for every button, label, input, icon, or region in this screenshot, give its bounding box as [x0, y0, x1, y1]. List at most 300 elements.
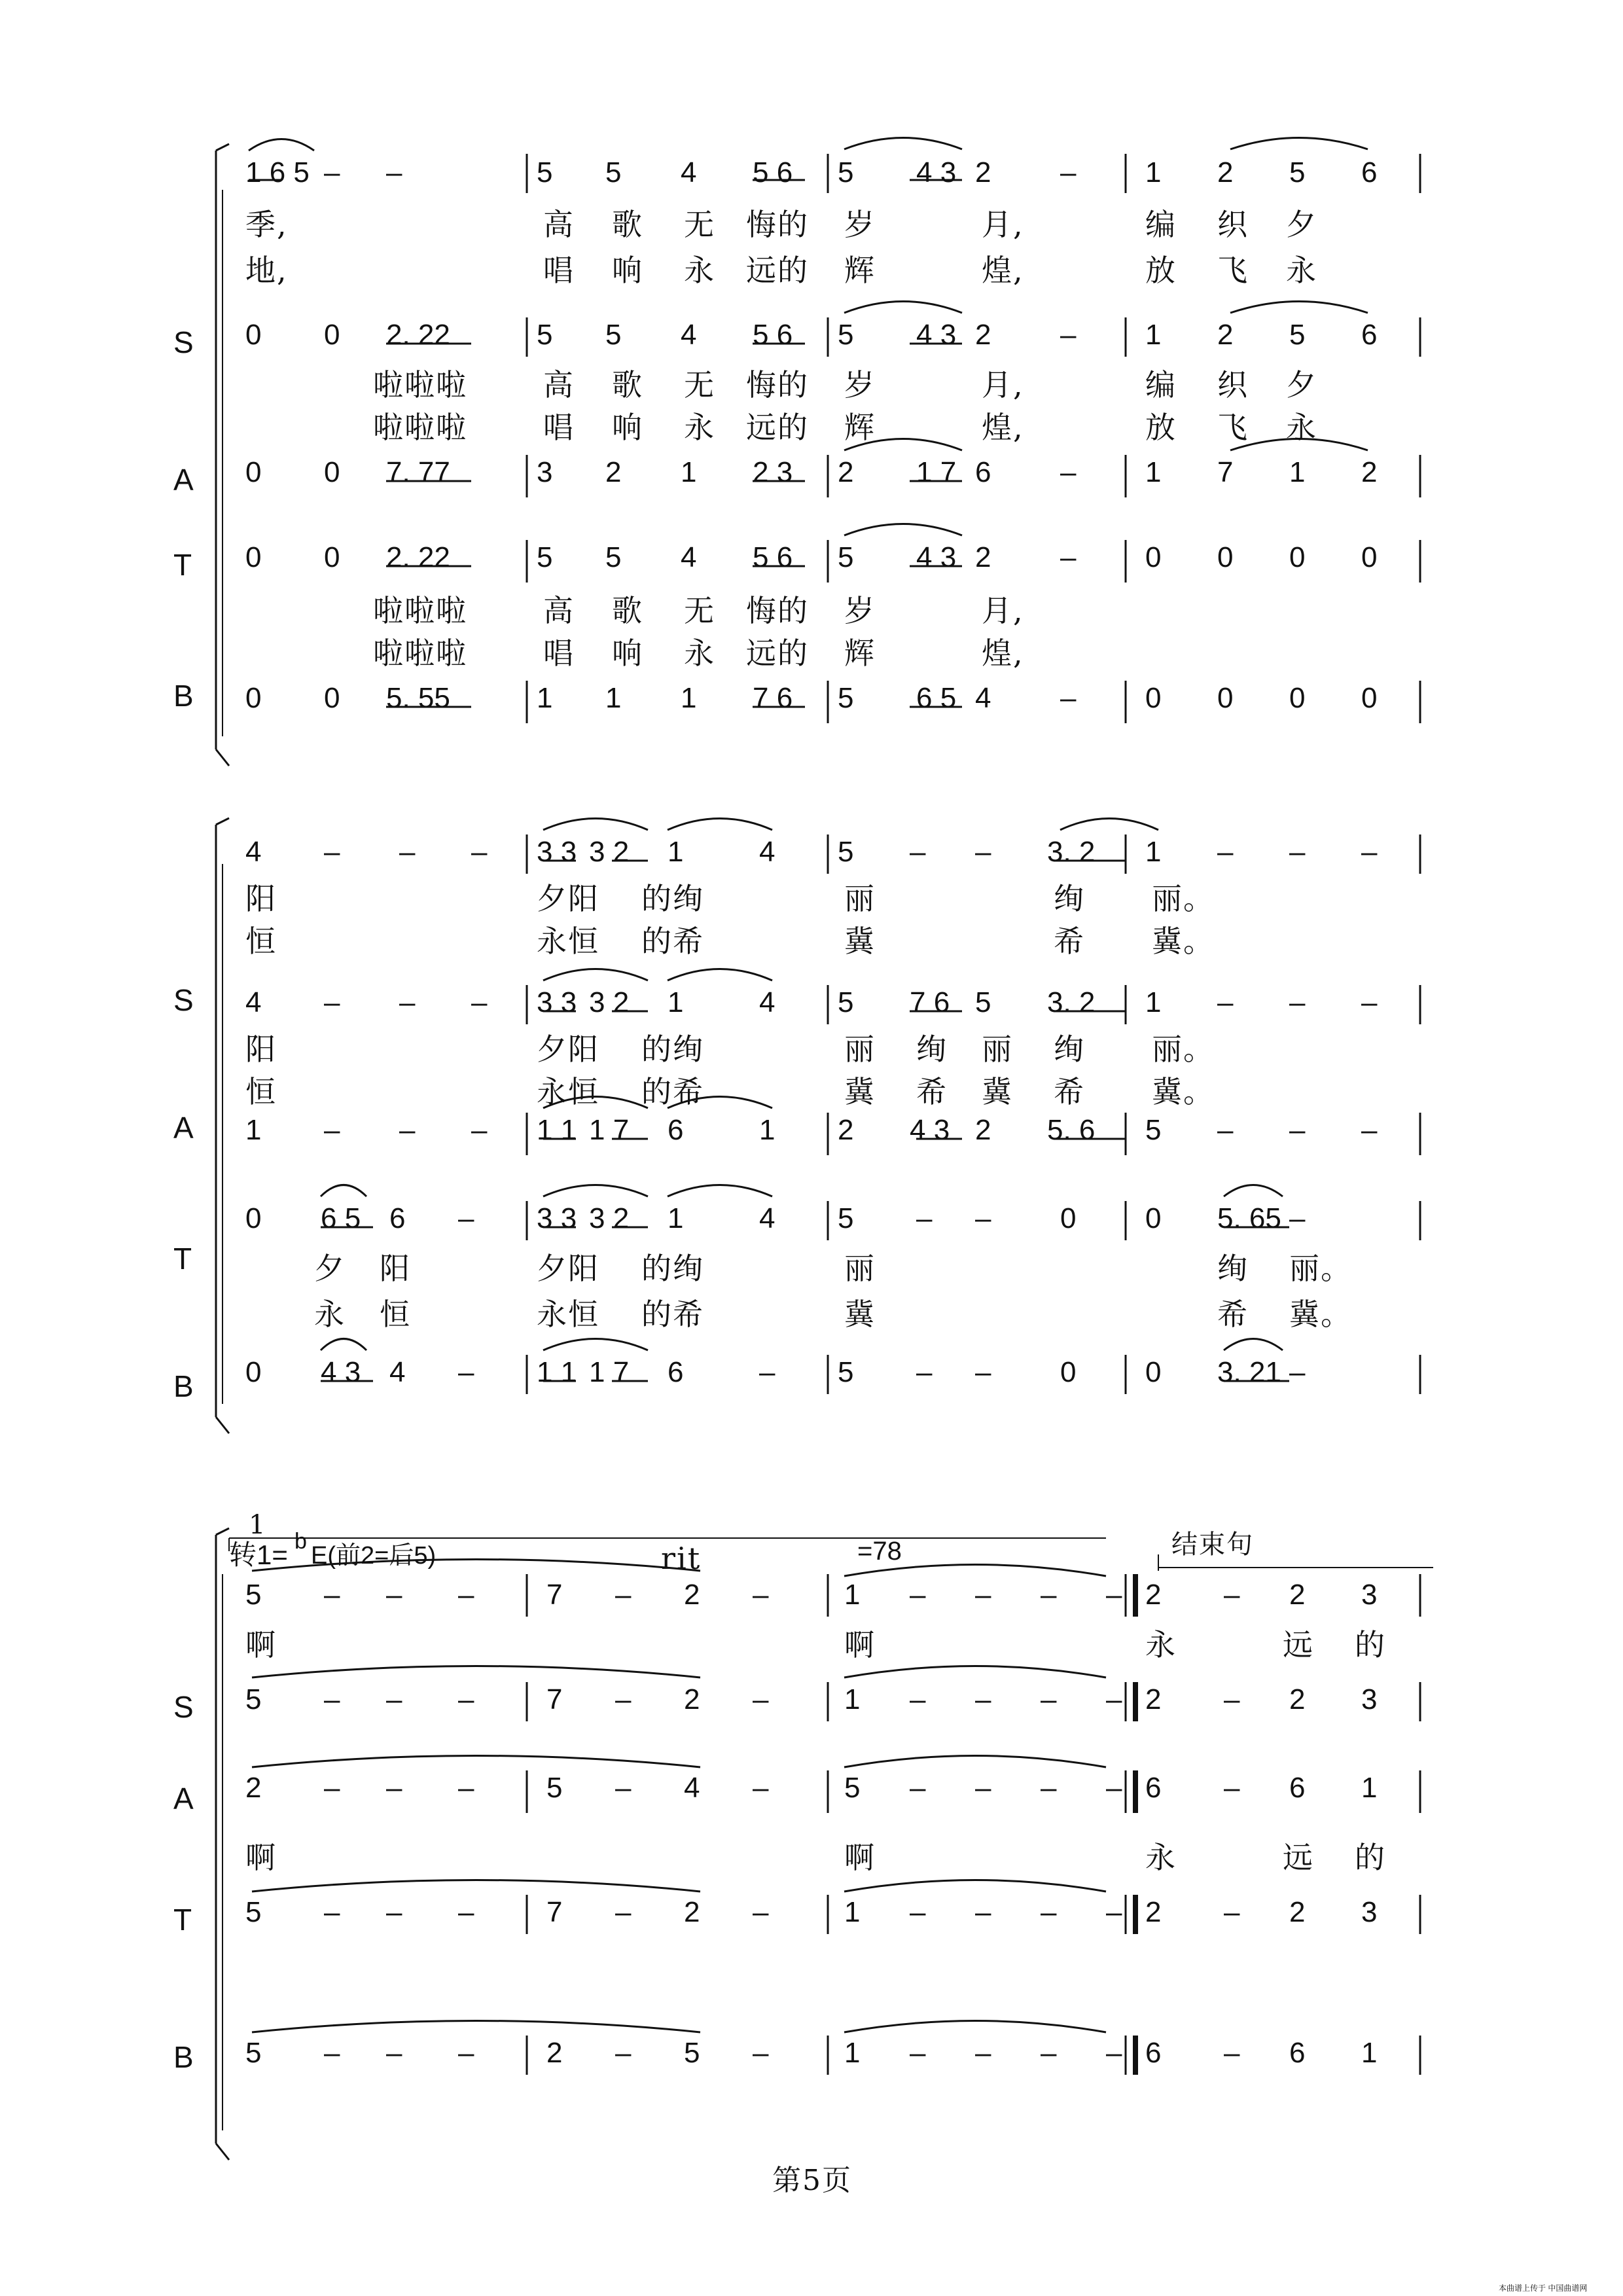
lyric-s3-alto: 啊: [245, 1840, 277, 1875]
slur: [844, 1565, 1106, 1577]
lyric-s2-t_v1: 绚: [1217, 1251, 1249, 1286]
lyric-s1-top_v2: 唱: [543, 253, 575, 288]
note-s1-s: 0: [324, 319, 340, 351]
lyric-s1-top_v2: 永: [684, 253, 715, 288]
note-s3-a: 6: [1145, 1772, 1162, 1804]
note-s2-s: 3. 2: [1047, 986, 1096, 1018]
lyric-s2-top_v2: 希: [1054, 924, 1085, 959]
lyric-s1-s_v2: 放: [1145, 410, 1177, 445]
note-s1-t: 0: [1217, 541, 1234, 573]
voice-label-s: S: [173, 325, 194, 359]
note-s3-t: 3: [1361, 1896, 1378, 1928]
lyric-s2-top_v1: 丽: [844, 881, 876, 916]
lyric-s1-t_v2: 啦啦啦: [373, 636, 467, 671]
note-s2-s: –: [1217, 986, 1234, 1018]
lyric-s1-top_v1: 歌: [612, 207, 643, 242]
bracket-hook: [216, 1417, 229, 1433]
note-s3-a: 5: [844, 1772, 861, 1804]
lyric-s2-s_v1: 绚: [916, 1031, 948, 1067]
lyric-s3-alto: 啊: [844, 1840, 876, 1875]
lyric-s3-top: 永: [1145, 1627, 1177, 1662]
note-s1-t: 2. 22: [386, 541, 450, 573]
lyric-s1-s_v2: 唱: [543, 410, 575, 445]
note-s2-t: 6: [389, 1202, 406, 1234]
note-s3-top: –: [753, 1579, 769, 1611]
volta-number: 1: [249, 1510, 267, 1540]
lyric-s2-top_v1: 的绚: [641, 881, 704, 916]
note-s3-s: 7: [546, 1683, 563, 1715]
note-s1-top: 1: [1145, 156, 1162, 188]
slur: [252, 1756, 700, 1768]
note-s2-t: 0: [1060, 1202, 1077, 1234]
note-s1-a: 2: [605, 456, 622, 488]
note-s3-b: –: [458, 2037, 474, 2069]
note-s3-a: 4: [684, 1772, 700, 1804]
note-s3-top: 2: [1289, 1579, 1306, 1611]
slur: [844, 524, 962, 536]
note-s3-a: 6: [1289, 1772, 1306, 1804]
note-s3-s: –: [458, 1683, 474, 1715]
lyric-s2-t_v1: 丽: [844, 1251, 876, 1286]
note-s1-t: 0: [324, 541, 340, 573]
note-s2-a: –: [1217, 1114, 1234, 1146]
note-s2-b: 5: [838, 1356, 854, 1388]
note-s2-a: –: [1289, 1114, 1306, 1146]
note-s1-a: 3: [537, 456, 553, 488]
slur: [321, 1339, 366, 1351]
note-s2-b: 0: [1145, 1356, 1162, 1388]
note-s2-t: 5: [838, 1202, 854, 1234]
voice-label-t: T: [173, 1242, 192, 1276]
note-s3-b: 6: [1145, 2037, 1162, 2069]
lyric-s2-top_v1: 夕阳: [537, 881, 599, 916]
voice-label-b: B: [173, 1369, 194, 1403]
slur: [1060, 819, 1158, 831]
lyric-s1-s_v2: 飞: [1217, 410, 1249, 445]
lyric-s1-top_v1: 织: [1217, 207, 1249, 242]
note-s3-a: –: [615, 1772, 632, 1804]
lyric-s2-top_v1: 阳: [245, 881, 277, 916]
note-s1-b: 0: [1361, 682, 1378, 714]
lyric-s1-s_v1: 歌: [612, 367, 643, 403]
note-s3-s: 2: [1145, 1683, 1162, 1715]
note-s2-b: 0: [245, 1356, 262, 1388]
note-s1-a: 1: [1289, 456, 1306, 488]
lyric-s1-top_v1: 高: [543, 207, 575, 242]
slur: [321, 1185, 366, 1197]
note-s1-t: –: [1060, 541, 1077, 573]
lyric-s1-top_v2: 响: [612, 253, 643, 288]
lyric-s3-top: 远: [1283, 1627, 1314, 1662]
lyric-s1-top_v1: 月,: [982, 207, 1024, 242]
voice-label-b: B: [173, 2040, 194, 2074]
note-s1-a: –: [1060, 456, 1077, 488]
note-s2-t: –: [458, 1202, 474, 1234]
note-s3-top: –: [910, 1579, 926, 1611]
lyric-s3-top: 啊: [245, 1627, 277, 1662]
bracket-hook: [216, 1528, 229, 1535]
note-s1-t: 5: [537, 541, 553, 573]
note-s2-top: 5: [838, 836, 854, 868]
note-s1-top: 5: [838, 156, 854, 188]
lyric-s1-t_v1: 啦啦啦: [373, 593, 467, 628]
note-s3-b: –: [615, 2037, 632, 2069]
note-s1-a: 1 7: [916, 456, 957, 488]
note-s3-t: 5: [245, 1896, 262, 1928]
lyric-s1-s_v1: 啦啦啦: [373, 367, 467, 403]
slur: [844, 302, 962, 314]
voice-label-s: S: [173, 983, 194, 1017]
lyric-s1-top_v2: 辉: [844, 253, 876, 288]
note-s3-s: 2: [684, 1683, 700, 1715]
note-s3-a: 1: [1361, 1772, 1378, 1804]
note-s1-top: 2: [1217, 156, 1234, 188]
note-s2-b: –: [975, 1356, 991, 1388]
note-s3-top: 5: [245, 1579, 262, 1611]
note-s3-t: 2: [1145, 1896, 1162, 1928]
voice-label-t: T: [173, 1903, 192, 1937]
note-s3-s: –: [324, 1683, 340, 1715]
note-s1-top: 6: [1361, 156, 1378, 188]
note-s1-a: 7: [1217, 456, 1234, 488]
lyric-s1-top_v1: 悔的: [746, 207, 809, 242]
note-s3-b: –: [324, 2037, 340, 2069]
note-s1-top: 4 3: [916, 156, 957, 188]
note-s2-a: 2: [975, 1114, 991, 1146]
note-s2-top: 4: [759, 836, 776, 868]
note-s2-t: –: [916, 1202, 933, 1234]
lyric-s1-t_v2: 煌,: [982, 636, 1024, 671]
note-s3-a: –: [1224, 1772, 1240, 1804]
lyric-s1-s_v1: 悔的: [746, 367, 809, 403]
voice-label-a: A: [173, 463, 194, 497]
lyric-s2-s_v2: 希: [916, 1074, 948, 1109]
note-s1-t: 5 6: [753, 541, 793, 573]
note-s2-a: 1 7: [589, 1114, 630, 1146]
note-s2-s: 7 6: [910, 986, 950, 1018]
note-s2-b: 1 7: [589, 1356, 630, 1388]
voice-label-s: S: [173, 1690, 194, 1724]
note-s1-s: 5: [1289, 319, 1306, 351]
note-s2-s: 5: [975, 986, 991, 1018]
note-s3-b: 5: [684, 2037, 700, 2069]
lyric-s1-top_v1: 岁: [844, 207, 876, 242]
note-s2-top: –: [1361, 836, 1378, 868]
note-s2-a: –: [399, 1114, 416, 1146]
note-s1-b: 1: [605, 682, 622, 714]
note-s2-t: 1: [668, 1202, 684, 1234]
note-s3-a: –: [910, 1772, 926, 1804]
lyric-s1-top_v1: 无: [684, 207, 715, 242]
note-s3-top: –: [975, 1579, 991, 1611]
note-s3-b: 6: [1289, 2037, 1306, 2069]
note-s2-top: –: [910, 836, 926, 868]
note-s2-b: 4: [389, 1356, 406, 1388]
note-s1-s: 4 3: [916, 319, 957, 351]
note-s3-t: 2: [1289, 1896, 1306, 1928]
note-s3-s: –: [753, 1683, 769, 1715]
lyric-s1-s_v2: 永: [684, 410, 715, 445]
note-s2-s: 1: [668, 986, 684, 1018]
slur: [844, 1666, 1106, 1678]
note-s3-a: 2: [245, 1772, 262, 1804]
note-s2-t: –: [975, 1202, 991, 1234]
note-s3-t: –: [1224, 1896, 1240, 1928]
note-s1-top: 5 6: [753, 156, 793, 188]
note-s2-s: –: [471, 986, 488, 1018]
note-s3-s: –: [1106, 1683, 1122, 1715]
note-s3-s: –: [910, 1683, 926, 1715]
note-s1-t: 0: [245, 541, 262, 573]
note-s2-a: 5: [1145, 1114, 1162, 1146]
note-s3-s: 3: [1361, 1683, 1378, 1715]
slur: [543, 1185, 648, 1197]
lyric-s1-top_v1: 夕: [1286, 207, 1317, 242]
slur: [668, 819, 772, 831]
note-s3-s: –: [615, 1683, 632, 1715]
lyric-s2-top_v2: 恒: [245, 924, 277, 959]
lyric-s1-t_v2: 唱: [543, 636, 575, 671]
note-s3-b: 5: [245, 2037, 262, 2069]
note-s3-a: –: [1106, 1772, 1122, 1804]
lyric-s2-s_v1: 的绚: [641, 1031, 704, 1067]
note-s3-top: 2: [1145, 1579, 1162, 1611]
note-s2-s: 4: [759, 986, 776, 1018]
note-s3-b: –: [910, 2037, 926, 2069]
note-s3-b: –: [753, 2037, 769, 2069]
lyric-s2-t_v1: 丽。: [1289, 1251, 1352, 1286]
slur: [1230, 138, 1368, 150]
lyric-s1-t_v1: 高: [543, 593, 575, 628]
note-s2-s: 3 2: [589, 986, 630, 1018]
lyric-s1-t_v2: 响: [612, 636, 643, 671]
note-s1-a: 6: [975, 456, 991, 488]
slur: [844, 138, 962, 150]
note-s2-b: –: [916, 1356, 933, 1388]
note-s1-s: 4: [681, 319, 697, 351]
note-s3-t: –: [910, 1896, 926, 1928]
note-s3-b: –: [1224, 2037, 1240, 2069]
key-change: 转1=: [229, 1539, 288, 1570]
lyric-s1-s_v1: 夕: [1286, 367, 1317, 403]
lyric-s2-s_v1: 丽: [844, 1031, 876, 1067]
lyric-s1-top_v1: 编: [1145, 207, 1177, 242]
note-s1-t: 0: [1361, 541, 1378, 573]
slur: [668, 969, 772, 981]
note-s1-b: 1: [681, 682, 697, 714]
lyric-s1-top_v1: 季,: [245, 207, 288, 242]
note-s3-a: –: [324, 1772, 340, 1804]
note-s2-t: 4: [759, 1202, 776, 1234]
note-s1-s: 5: [537, 319, 553, 351]
note-s3-top: –: [458, 1579, 474, 1611]
note-s3-a: –: [386, 1772, 402, 1804]
lyric-s2-t_v2: 的希: [641, 1297, 704, 1332]
tempo-marking: =78: [857, 1537, 902, 1566]
note-s2-top: –: [1217, 836, 1234, 868]
lyric-s1-t_v2: 永: [684, 636, 715, 671]
note-s1-b: 1: [537, 682, 553, 714]
note-s2-t: 3 3: [537, 1202, 577, 1234]
rit-marking: rit: [661, 1541, 702, 1576]
lyric-s3-top: 的: [1355, 1627, 1386, 1662]
note-s3-top: 2: [684, 1579, 700, 1611]
slur: [543, 819, 648, 831]
note-s3-s: –: [1041, 1683, 1057, 1715]
bracket-hook: [216, 749, 229, 766]
lyric-s1-t_v2: 远的: [746, 636, 809, 671]
voice-label-a: A: [173, 1782, 194, 1816]
note-s1-top: 5: [1289, 156, 1306, 188]
lyric-s2-top_v2: 永恒: [537, 924, 599, 959]
slur: [252, 1880, 700, 1892]
lyric-s2-top_v1: 绚: [1054, 881, 1085, 916]
note-s1-b: 5: [838, 682, 854, 714]
note-s2-top: –: [399, 836, 416, 868]
note-s1-s: 2: [975, 319, 991, 351]
note-s2-s: 1: [1145, 986, 1162, 1018]
note-s2-a: 4 3: [910, 1114, 950, 1146]
note-s1-a: 2 3: [753, 456, 793, 488]
note-s1-top: –: [1060, 156, 1077, 188]
note-s3-b: –: [1041, 2037, 1057, 2069]
note-s1-a: 2: [1361, 456, 1378, 488]
note-s1-t: 5: [838, 541, 854, 573]
slur: [249, 139, 314, 151]
lyric-s2-t_v1: 阳: [380, 1251, 411, 1286]
note-s3-t: –: [975, 1896, 991, 1928]
note-s2-a: 6: [668, 1114, 684, 1146]
note-s1-b: 0: [1145, 682, 1162, 714]
page-number: 第5页: [772, 2164, 852, 2197]
note-s3-top: –: [386, 1579, 402, 1611]
note-s3-t: –: [1041, 1896, 1057, 1928]
note-s2-t: 3 2: [589, 1202, 630, 1234]
slur: [844, 2021, 1106, 2033]
note-s2-t: 0: [245, 1202, 262, 1234]
lyric-s2-s_v2: 永恒: [537, 1074, 599, 1109]
note-s1-b: 7 6: [753, 682, 793, 714]
lyric-s2-s_v1: 夕阳: [537, 1031, 599, 1067]
note-s1-b: 0: [245, 682, 262, 714]
lyric-s1-s_v1: 织: [1217, 367, 1249, 403]
lyric-s2-t_v2: 永: [314, 1297, 346, 1332]
note-s3-t: –: [753, 1896, 769, 1928]
note-s3-s: –: [1224, 1683, 1240, 1715]
note-s2-top: 3 3: [537, 836, 577, 868]
note-s1-s: 5: [605, 319, 622, 351]
lyric-s2-s_v1: 阳: [245, 1031, 277, 1067]
slur: [543, 1339, 648, 1351]
slur: [668, 1185, 772, 1197]
lyric-s2-t_v2: 冀: [844, 1297, 876, 1332]
voice-label-b: B: [173, 679, 194, 713]
note-s1-s: –: [1060, 319, 1077, 351]
lyric-s2-s_v2: 冀。: [1152, 1074, 1215, 1109]
lyric-s1-t_v1: 悔的: [746, 593, 809, 628]
lyric-s1-top_v2: 远的: [746, 253, 809, 288]
lyric-s2-t_v1: 夕阳: [537, 1251, 599, 1286]
note-s1-t: 4: [681, 541, 697, 573]
voice-label-t: T: [173, 548, 192, 582]
note-s2-s: 4: [245, 986, 262, 1018]
note-s1-b: 6 5: [916, 682, 957, 714]
note-s2-b: 3. 21: [1217, 1356, 1281, 1388]
lyric-s3-alto: 永: [1145, 1840, 1177, 1875]
note-s2-s: –: [1361, 986, 1378, 1018]
note-s1-t: 2: [975, 541, 991, 573]
lyric-s2-top_v2: 冀。: [1152, 924, 1215, 959]
note-s3-b: –: [386, 2037, 402, 2069]
lyric-s1-top_v2: 煌,: [982, 253, 1024, 288]
note-s1-s: 2: [1217, 319, 1234, 351]
lyric-s2-s_v1: 丽。: [1152, 1031, 1215, 1067]
note-s3-a: –: [458, 1772, 474, 1804]
note-s3-b: 1: [844, 2037, 861, 2069]
lyric-s2-s_v2: 冀: [982, 1074, 1013, 1109]
slur: [844, 1880, 1106, 1892]
note-s3-t: –: [615, 1896, 632, 1928]
lyric-s1-t_v1: 岁: [844, 593, 876, 628]
note-s3-top: –: [1224, 1579, 1240, 1611]
lyric-s1-t_v1: 歌: [612, 593, 643, 628]
lyric-s1-s_v2: 辉: [844, 410, 876, 445]
note-s2-s: –: [399, 986, 416, 1018]
lyric-s2-s_v2: 希: [1054, 1074, 1085, 1109]
note-s1-top: 2: [975, 156, 991, 188]
note-s1-t: 0: [1289, 541, 1306, 573]
note-s1-a: 1: [681, 456, 697, 488]
note-s3-s: 2: [1289, 1683, 1306, 1715]
lyric-s1-s_v1: 岁: [844, 367, 876, 403]
note-s3-t: –: [324, 1896, 340, 1928]
note-s3-s: 5: [245, 1683, 262, 1715]
lyric-s1-top_v2: 放: [1145, 253, 1177, 288]
note-s3-a: –: [753, 1772, 769, 1804]
note-s3-s: –: [975, 1683, 991, 1715]
lyric-s1-s_v2: 煌,: [982, 410, 1024, 445]
note-s3-t: –: [458, 1896, 474, 1928]
note-s3-t: 1: [844, 1896, 861, 1928]
note-s1-s: 6: [1361, 319, 1378, 351]
note-s2-s: –: [1289, 986, 1306, 1018]
note-s3-a: 5: [546, 1772, 563, 1804]
note-s2-top: –: [324, 836, 340, 868]
lyric-s2-s_v1: 丽: [982, 1031, 1013, 1067]
note-s1-a: 1: [1145, 456, 1162, 488]
note-s2-top: 4: [245, 836, 262, 868]
slur: [844, 1756, 1106, 1768]
note-s1-t: 0: [1145, 541, 1162, 573]
lyric-s2-t_v1: 夕: [314, 1251, 346, 1286]
lyric-s1-top_v2: 飞: [1217, 253, 1249, 288]
note-s1-s: 5 6: [753, 319, 793, 351]
note-s2-a: 5. 6: [1047, 1114, 1096, 1146]
lyric-s3-alto: 远: [1283, 1840, 1314, 1875]
lyric-s2-top_v2: 冀: [844, 924, 876, 959]
note-s2-b: –: [1289, 1356, 1306, 1388]
note-s3-top: –: [615, 1579, 632, 1611]
lyric-s1-s_v1: 无: [684, 367, 715, 403]
note-s3-t: 2: [684, 1896, 700, 1928]
note-s3-b: 2: [546, 2037, 563, 2069]
note-s2-s: 3 3: [537, 986, 577, 1018]
note-s3-top: 1: [844, 1579, 861, 1611]
note-s2-t: 5. 65: [1217, 1202, 1281, 1234]
note-s1-a: 7. 77: [386, 456, 450, 488]
lyric-s1-s_v2: 啦啦啦: [373, 410, 467, 445]
note-s2-s: 5: [838, 986, 854, 1018]
